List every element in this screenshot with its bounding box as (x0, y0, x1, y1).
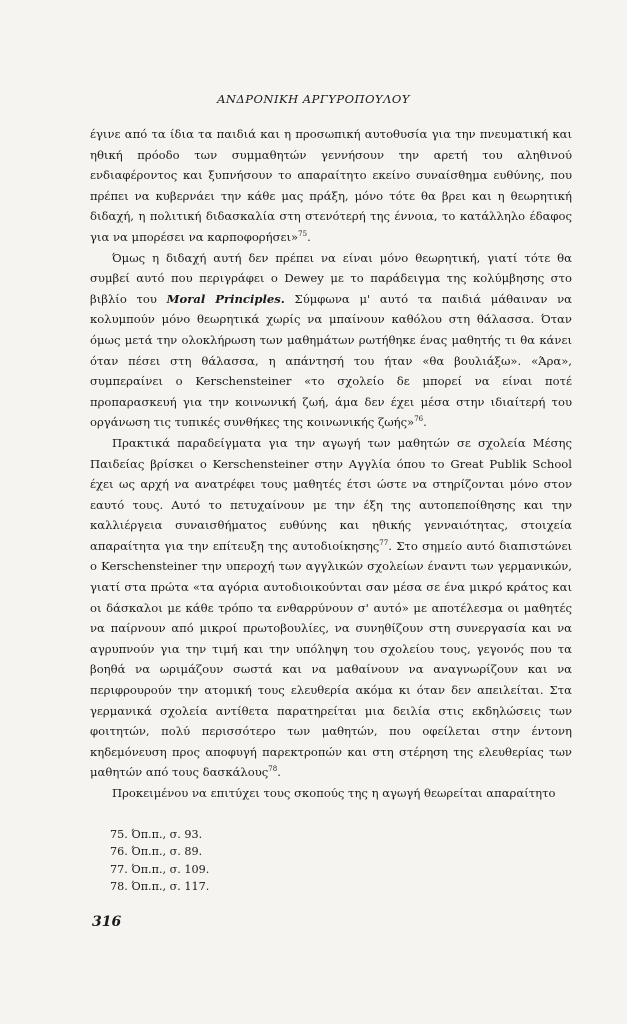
paragraph-text: . (307, 229, 311, 244)
paragraph-4 (90, 783, 572, 804)
footnote-ref: 76 (414, 415, 424, 424)
paragraph-text: έγινε από τα ίδια τα παιδιά και η προσωπική αυτοθυσία για την πνευματική και ηθική πρόοδο των συμμαθητών γεννήσουν την αρετή του αληθινού ενδιαφέροντος και ξυπνήσουν το απαραίτητο εκείνο συναίσθημα ευθύνης, που πρέπει να κυβερνάει την κάθε μας πράξη, μόνο τότε θα βρει και η θεωρητική διδαχή, η πολιτική διδασκαλία στη στενότερή της έννοια, το κατάλληλο έδαφος για να μπορέσει να καρποφορήσει» (90, 127, 572, 244)
paragraph-text: . Στο σημείο αυτό διαπιστώνει ο Kerschensteiner την υπεροχή των αγγλικών σχολείων έναντι των γερμανικών, γιατί στα πρώτα «τα αγόρια αυτοδιοικούνται σαν μέσα σε ένα μικρό κράτος και οι δάσκαλοι με κάθε τρόπο τα ενθαρρύνουν σ' αυτό» με αποτέλεσμα οι μαθητές να παίρνουν από μικροί πρωτοβουλίες, να συνηθίζουν στη συνεργασία και να αγρυπνούν για την τιμή και την υπόληψη του σχολείου τους, γεγονός που τα βοηθά να ωριμάζουν σωστά και να μαθαίνουν να αναγνωρίζουν και να περιφρουρούν την ατομική τους ελευθερία ακόμα κι όταν δεν απειλείται. Στα γερμανικά σχολεία αντίθετα παρατηρείται μια δειλία στις εκδηλώσεις των φοιτητών, πολύ περισσότερο των μαθητών, που οφείλεται στην έντονη κηδεμόνευση προς αποφυγή παρεκτροπών και στη στέρηση της ελευθερίας των μαθητών από τους δασκάλους (90, 538, 572, 780)
footnote: 78. Όπ.π., σ. 117. (110, 880, 210, 894)
page-number: 316 (92, 914, 122, 930)
paragraph-text: . (277, 765, 281, 780)
paragraph-1 (90, 124, 572, 248)
paragraph-text: Όμως η διδαχή αυτή δεν πρέπει να είναι μόνο θεωρητική, γιατί τότε θα συμβεί αυτό που περιγράφει ο Dewey με το παράδειγμα της κολύμβησης στο βιβλίο του (90, 250, 572, 306)
running-head: ΑΝΔΡΟΝΙΚΗ ΑΡΓΥΡΟΠΟΥΛΟΥ (217, 92, 410, 106)
footnote: 75. Όπ.π., σ. 93. (110, 828, 203, 841)
body-text (90, 124, 572, 804)
footnotes (110, 826, 209, 896)
paragraph-text: Προκειμένου να επιτύχει τους σκοπούς της η αγωγή θεωρείται απαραίτητο (112, 786, 556, 800)
paragraph-text: . (423, 415, 427, 430)
footnote-ref: 77 (379, 539, 389, 548)
book-title: Moral Principles. (166, 291, 285, 306)
footnote: 76. Όπ.π., σ. 89. (110, 845, 203, 859)
paragraph-text: Πρακτικά παραδείγματα για την αγωγή των μαθητών σε σχολεία Μέσης Παιδείας βρίσκει ο Kerschensteiner στην Αγγλία όπου το Great Publik School έχει ως αρχή να ανατρέφει τους μαθητές έτσι ώστε να στηρίζονται μόνο στον εαυτό τους. Αυτό το πετυχαίνουν με την έξη της αυτοπεποίθησης και την καλλιέργεια συναισθήματος ευθύνης και ηθικής γενναιότητας, στοιχεία απαραίτητα για την επίτευξη της αυτοδιοίκησης (90, 435, 572, 553)
footnote-ref: 78 (268, 765, 278, 774)
paragraph-3 (90, 433, 572, 783)
footnote-ref: 75 (298, 230, 308, 239)
paragraph-2 (90, 248, 572, 433)
footnote: 77. Όπ.π., σ. 109. (110, 862, 210, 876)
paragraph-text: Σύμφωνα μ' αυτό τα παιδιά μάθαιναν να κολυμπούν μόνο θεωρητικά χωρίς να μπαίνουν καθόλου στη θάλασσα. Όταν όμως μετά την ολοκλήρωση των μαθημάτων ρωτήθηκε ένας μαθητής τι θα κάνει όταν πέσει στη θάλασσα, η απάντησή του ήταν «θα βουλιάξω». «Άρα», συμπεραίνει ο Kerschensteiner «το σχολείο δε μπορεί να είναι ποτέ προπαρασκευή για την κοινωνική ζωή, άμα δεν έχει μέσα στην ιδιαίτερή του οργάνωση τις τυπικές συνθήκες της κοινωνικής ζωής» (90, 291, 572, 430)
